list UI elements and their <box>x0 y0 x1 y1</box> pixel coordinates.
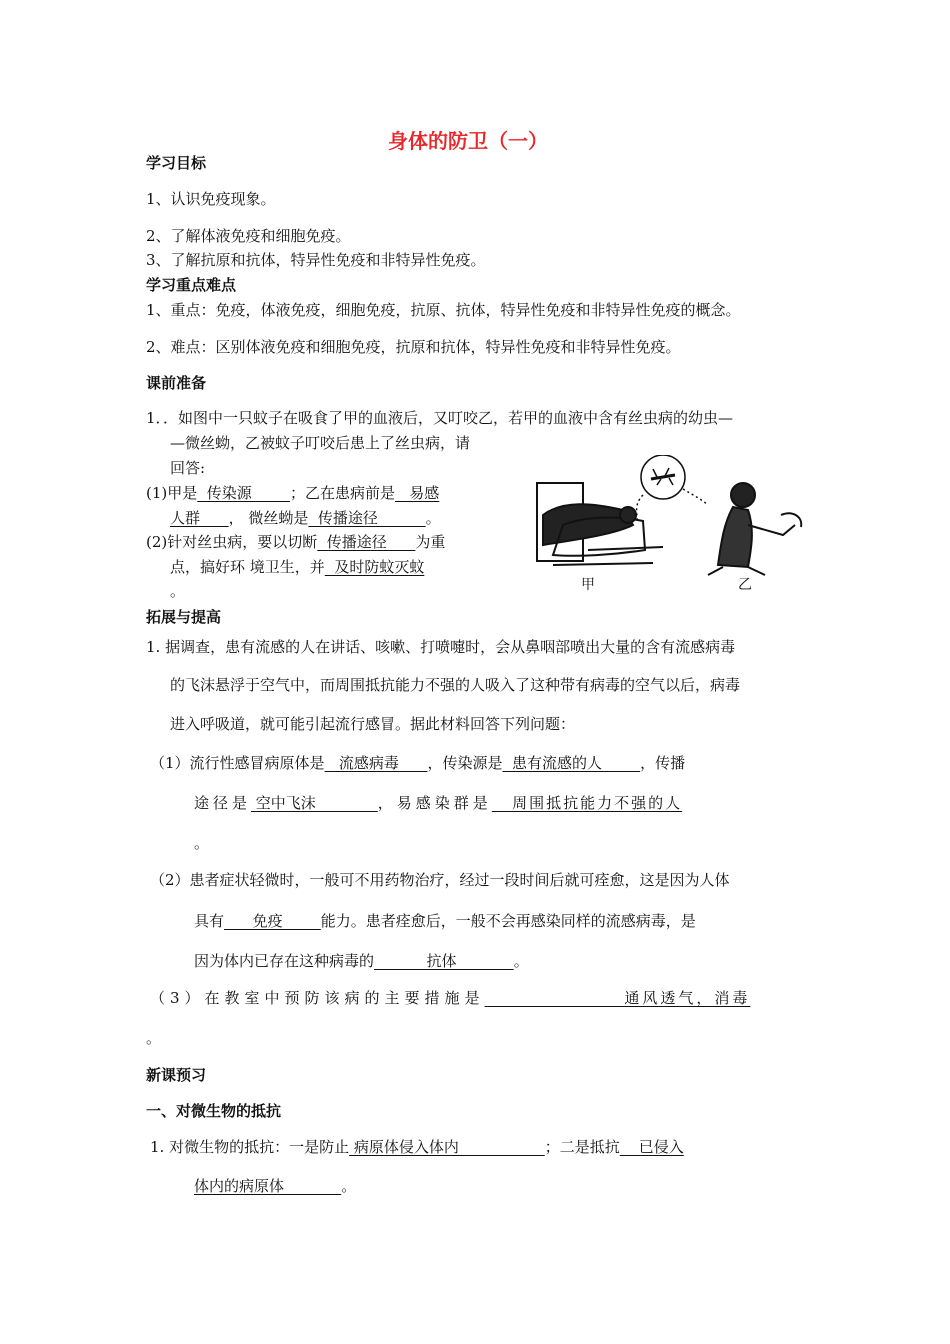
answer-blank: 病原体侵入体内 <box>349 1138 545 1156</box>
answer-blank: 患有流感的人 <box>502 754 641 772</box>
prep-question-line: —微丝蚴，乙被蚊子叮咬后患上了丝虫病，请 <box>170 434 471 452</box>
prep-part-1-cont <box>170 507 441 528</box>
mosquito-illustration <box>533 455 805 595</box>
extend-sub-2-end <box>194 950 529 971</box>
answer-blank: 体内的病原体 <box>194 1177 342 1195</box>
text: 因为体内已存在这种病毒的 <box>194 952 375 970</box>
answer-blank: 空中飞沫 <box>251 794 378 812</box>
key-point-item: 1、重点：免疫，体液免疫，细胞免疫，抗原、抗体，特异性免疫和非特异性免疫的概念。 <box>146 301 741 319</box>
text: 。 <box>425 509 441 527</box>
text: ，易感染群是 <box>377 794 492 812</box>
text: 为重 <box>415 533 446 551</box>
prep-part-2 <box>146 531 445 552</box>
extend-sub-2: （2）患者症状轻微时，一般可不用药物治疗，经过一段时间后就可痊愈，这是因为人体 <box>150 871 730 889</box>
extend-question-line: 进入呼吸道，就可能引起流行感冒。据此材料回答下列问题： <box>170 715 576 733</box>
answer-blank: 周围抵抗能力不强的人 <box>491 794 683 812</box>
text: ；乙在患病前是 <box>289 484 395 502</box>
section-heading-goals: 学习目标 <box>146 154 207 172</box>
prep-part-2-end: 。 <box>170 582 186 600</box>
answer-blank: 免疫 <box>224 912 321 930</box>
mosquito-icon <box>637 455 708 521</box>
answer-blank: 流感病毒 <box>324 754 428 772</box>
answer-blank: 易感 <box>394 484 440 502</box>
prep-part-1 <box>146 482 439 503</box>
extend-sub-1-end: 。 <box>194 834 210 852</box>
text: 1. 对微生物的抵抗：一是防止 <box>150 1138 350 1156</box>
extend-sub-2-cont <box>194 910 696 931</box>
preview-question <box>150 1136 684 1157</box>
extend-sub-1-cont <box>194 792 682 813</box>
text: 途径是 <box>194 794 252 812</box>
answer-blank: 传播途径 <box>317 533 416 551</box>
figure-label-yi: 乙 <box>738 577 752 593</box>
extend-sub-1 <box>150 752 685 773</box>
text: ，传播 <box>640 754 686 772</box>
text: （3）在教室中预防该病的主要措施是 <box>150 989 485 1007</box>
answer-blank: 传播途径 <box>308 509 426 527</box>
page-title: 身体的防卫（一） <box>388 129 548 153</box>
text: ；二是抵抗 <box>544 1138 620 1156</box>
prep-question-line: 1．．如图中一只蚊子在吸食了甲的血液后，又叮咬乙，若甲的血液中含有丝虫病的幼虫— <box>146 409 734 427</box>
answer-blank: 抗体 <box>374 952 514 970</box>
text: 。 <box>513 952 529 970</box>
text: 具有 <box>194 912 225 930</box>
text: (2)针对丝虫病，要以切断 <box>146 533 318 551</box>
text: （1）流行性感冒病原体是 <box>150 754 325 772</box>
text: 。 <box>341 1177 357 1195</box>
subsection-heading: 一、对微生物的抵抗 <box>146 1102 282 1120</box>
preview-question-cont <box>194 1175 356 1196</box>
answer-blank: 人群 <box>170 509 229 527</box>
answer-blank: 及时防蚊灭蚊 <box>324 558 425 576</box>
extend-sub-3-end: 。 <box>146 1029 162 1047</box>
text: 点，搞好环 境卫生，并 <box>170 558 325 576</box>
goal-item: 2、了解体液免疫和细胞免疫。 <box>146 227 351 245</box>
sick-person-drawing <box>537 483 663 565</box>
extend-question-line: 的飞沫悬浮于空气中，而周围抵抗能力不强的人吸入了这种带有病毒的空气以后，病毒 <box>170 676 741 694</box>
prep-question-line: 回答: <box>170 459 206 477</box>
text: 能力。患者痊愈后，一般不会再感染同样的流感病毒，是 <box>320 912 696 930</box>
answer-blank: 通风透气，消毒 <box>484 989 751 1007</box>
answer-blank: 传染源 <box>197 484 290 502</box>
section-heading-key-points: 学习重点难点 <box>146 276 237 294</box>
key-point-item: 2、难点：区别体液免疫和细胞免疫，抗原和抗体，特异性免疫和非特异性免疫。 <box>146 338 681 356</box>
text: ，传染源是 <box>427 754 503 772</box>
section-heading-preview: 新课预习 <box>146 1066 207 1084</box>
goal-item: 1、认识免疫现象。 <box>146 190 276 208</box>
figure-label-jia: 甲 <box>581 577 595 593</box>
prep-part-2-cont <box>170 556 424 577</box>
answer-blank: 已侵入 <box>619 1138 684 1156</box>
person-yi-drawing <box>708 483 801 575</box>
extend-sub-3 <box>150 987 750 1008</box>
text: ， 微丝蚴是 <box>228 509 309 527</box>
text: (1)甲是 <box>146 484 198 502</box>
section-heading-extend: 拓展与提高 <box>146 608 222 626</box>
extend-question-line: 1. 据调查，患有流感的人在讲话、咳嗽、打喷嚏时，会从鼻咽部喷出大量的含有流感病毒 <box>146 638 736 656</box>
goal-item: 3、了解抗原和抗体，特异性免疫和非特异性免疫。 <box>146 251 486 269</box>
section-heading-prep: 课前准备 <box>146 374 207 392</box>
